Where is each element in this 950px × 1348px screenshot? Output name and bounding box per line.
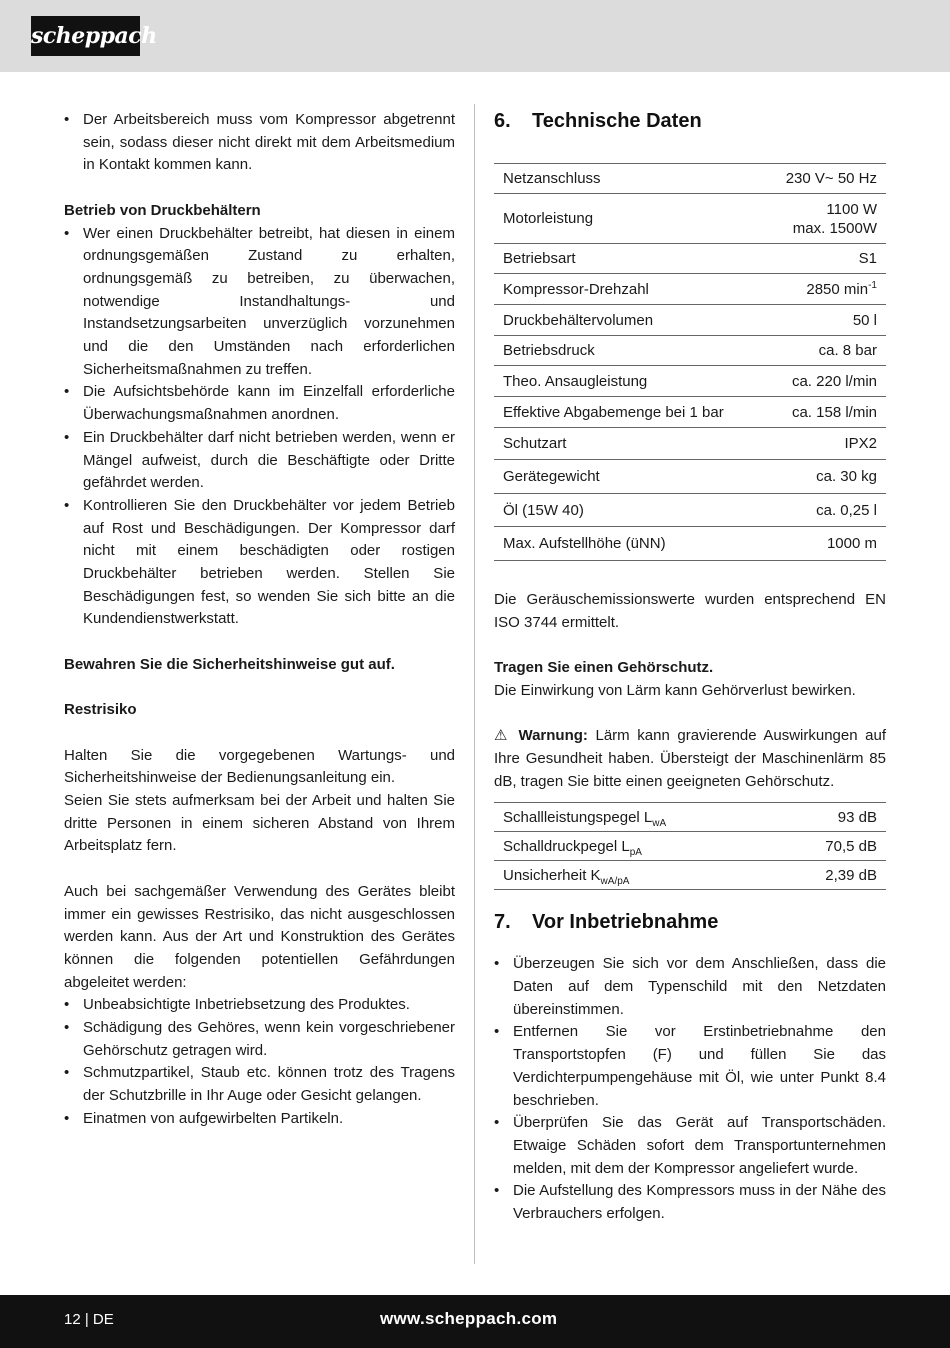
list-item: • Entfernen Sie vor Erstinbetriebnahme den Transportstopfen (F) und füllen Sie das Verdichterpumpengehäuse mit Öl, wie unter Punkt 8.4 beschrieben. xyxy=(494,1021,886,1112)
scheppach-logo: scheppach xyxy=(31,16,140,56)
header-bar xyxy=(0,0,950,72)
section-title-text: Vor Inbetriebnahme xyxy=(532,911,719,934)
table-cell-label: Motorleistung xyxy=(494,194,763,244)
section-number: 7. xyxy=(494,911,511,934)
table-cell-value: ca. 158 l/min xyxy=(763,397,886,428)
table-cell-value: S1 xyxy=(763,244,886,274)
table-cell-label: Theo. Ansaugleistung xyxy=(494,366,763,397)
start-list xyxy=(494,953,886,1225)
column-divider xyxy=(474,104,475,1264)
table-row xyxy=(494,336,886,366)
table-row xyxy=(494,803,886,832)
warning-paragraph xyxy=(494,725,886,793)
technical-data-table xyxy=(494,163,886,561)
section-title-text: Technische Daten xyxy=(532,110,702,132)
label-subscript: wA xyxy=(652,817,667,829)
table-cell-value: 93 dB xyxy=(777,803,886,832)
paragraph: Seien Sie stets aufmerksam bei der Arbeit und halten Sie dritte Personen in einem sicheren Abstand von Ihrem Arbeitsplatz fern. xyxy=(64,792,455,855)
footer-bar xyxy=(0,1295,950,1348)
table-row xyxy=(494,527,886,561)
keep-safety-notice: Bewahren Sie die Sicherheitshinweise gut auf. xyxy=(64,655,395,673)
list-item: • Ein Druckbehälter darf nicht betrieben werden, wenn er Mängel aufweist, durch die Beschäftigte oder Dritte gefährdet werden. xyxy=(64,427,455,495)
table-cell-label: Max. Aufstellhöhe (üNN) xyxy=(494,527,763,561)
intro-list xyxy=(64,109,455,177)
section-number: 6. xyxy=(494,110,511,132)
list-item: • Einatmen von aufgewirbelten Partikeln. xyxy=(64,1108,455,1131)
table-cell-label: Öl (15W 40) xyxy=(494,494,763,527)
value-line: 1100 W xyxy=(826,200,877,218)
warning-label: Warnung: xyxy=(518,727,588,745)
left-column xyxy=(64,109,455,1131)
table-cell-label: Netzanschluss xyxy=(494,164,763,194)
label-text: Schalldruckpegel L xyxy=(503,837,630,855)
footer-url: www.scheppach.com xyxy=(380,1309,558,1328)
paragraph: Auch bei sachgemäßer Verwendung des Gerätes bleibt immer ein gewisses Restrisiko, das nicht ausgeschlossen werden kann. Aus der Art und Konstruktion des Gerätes können die folgenden potentiellen Gefährdungen abgeleitet werden: xyxy=(64,882,455,991)
list-item: • Überprüfen Sie das Gerät auf Transportschäden. Etwaige Schäden sofort dem Transportunternehmen melden, mit dem der Kompressor angeliefert wurde. xyxy=(494,1112,886,1180)
table-cell-value xyxy=(763,274,886,305)
value-superscript: -1 xyxy=(868,279,877,291)
table-cell-value: 230 V~ 50 Hz xyxy=(763,164,886,194)
table-cell-value: ca. 0,25 l xyxy=(763,494,886,527)
table-cell-label: Betriebsart xyxy=(494,244,763,274)
table-cell-value: ca. 220 l/min xyxy=(763,366,886,397)
table-row xyxy=(494,366,886,397)
table-row xyxy=(494,397,886,428)
paragraph: Halten Sie die vorgegebenen Wartungs- und Sicherheitshinweise der Bedienungsanleitung ein. xyxy=(64,746,455,787)
list-item: • Die Aufstellung des Kompressors muss in der Nähe des Verbrauchers erfolgen. xyxy=(494,1180,886,1225)
value-line: max. 1500W xyxy=(792,219,877,237)
list-item: • Der Arbeitsbereich muss vom Kompressor abgetrennt sein, sodass dieser nicht direkt mit dem Arbeitsmedium in Kontakt kommen kann. xyxy=(64,109,455,177)
table-row xyxy=(494,861,886,890)
list-item: • Schmutzpartikel, Staub etc. können trotz des Tragens der Schutzbrille in Ihr Auge oder Gesicht gelangen. xyxy=(64,1062,455,1107)
section-title-technische-daten xyxy=(494,109,886,133)
table-row xyxy=(494,460,886,494)
label-text: Unsicherheit K xyxy=(503,866,601,884)
warning-text: Lärm kann gravierende Auswirkungen auf Ihre Gesundheit haben. Übersteigt der Maschinenlärm 85 dB, tragen Sie bitte einen geeigneten Gehörschutz. xyxy=(494,727,887,790)
table-row xyxy=(494,305,886,336)
table-row xyxy=(494,244,886,274)
table-cell-label: Gerätegewicht xyxy=(494,460,763,494)
hearing-protection-text: Die Einwirkung von Lärm kann Gehörverlust bewirken. xyxy=(494,681,856,699)
list-item: • Schädigung des Gehöres, wenn kein vorgeschriebener Gehörschutz getragen wird. xyxy=(64,1017,455,1062)
table-cell-label xyxy=(494,832,777,861)
druckbehaelter-list xyxy=(64,223,455,632)
table-cell-label: Schutzart xyxy=(494,428,763,460)
list-item: • Überzeugen Sie sich vor dem Anschließen, dass die Daten auf dem Typenschild mit den Netzdaten übereinstimmen. xyxy=(494,953,886,1021)
label-text: Schallleistungspegel L xyxy=(503,808,653,826)
page-number: 12 | DE xyxy=(64,1311,114,1328)
warning-icon: ⚠ xyxy=(494,727,511,745)
table-row xyxy=(494,832,886,861)
noise-emission-text: Die Geräuschemissionswerte wurden entsprechend EN ISO 3744 ermittelt. xyxy=(494,591,886,631)
list-item: • Wer einen Druckbehälter betreibt, hat diesen in einem ordnungsgemäßen Zustand zu erhalten, ordnungsgemäß zu betreiben, zu überwachen, notwendige Instandhaltungs- und Instandsetzungsarbeiten unverzüglich vorzunehmen und die den Umständen nach erforderlichen Sicherheitsmaßnahmen zu treffen. xyxy=(64,223,455,382)
value-text: 2850 min xyxy=(806,280,869,298)
table-cell-value xyxy=(763,194,886,244)
section-heading-druckbehaelter: Betrieb von Druckbehältern xyxy=(64,201,261,219)
list-item: • Unbeabsichtigte Inbetriebsetzung des Produktes. xyxy=(64,994,455,1017)
table-cell-label: Effektive Abgabemenge bei 1 bar xyxy=(494,397,763,428)
table-cell-label xyxy=(494,861,777,890)
table-row xyxy=(494,164,886,194)
list-item: • Kontrollieren Sie den Druckbehälter vor jedem Betrieb auf Rost und Beschädigungen. Der Kompressor darf nicht mit einem beschädigten oder rostigen Druckbehälter betrieben werden. Stellen Sie Beschädigungen fest, so wenden Sie sich bitte an die Kundendienstwerkstatt. xyxy=(64,495,455,631)
table-row xyxy=(494,494,886,527)
table-cell-value: 2,39 dB xyxy=(777,861,886,890)
noise-values-table xyxy=(494,802,886,890)
table-row xyxy=(494,428,886,460)
table-cell-label: Betriebsdruck xyxy=(494,336,763,366)
label-subscript: pA xyxy=(629,846,642,858)
right-column xyxy=(494,109,886,1226)
hearing-protection-heading: Tragen Sie einen Gehörschutz. xyxy=(494,659,714,677)
table-cell-value: 1000 m xyxy=(763,527,886,561)
table-row xyxy=(494,194,886,244)
section-title-vor-inbetriebnahme xyxy=(494,910,886,934)
table-cell-label: Druckbehältervolumen xyxy=(494,305,763,336)
table-cell-label xyxy=(494,803,777,832)
table-cell-value: 70,5 dB xyxy=(777,832,886,861)
table-cell-value: ca. 30 kg xyxy=(763,460,886,494)
label-subscript: wA/pA xyxy=(600,875,630,887)
table-row xyxy=(494,274,886,305)
table-cell-value: IPX2 xyxy=(763,428,886,460)
table-cell-label: Kompressor-Drehzahl xyxy=(494,274,763,305)
table-cell-value: ca. 8 bar xyxy=(763,336,886,366)
restrisiko-list xyxy=(64,994,455,1130)
list-item: • Die Aufsichtsbehörde kann im Einzelfall erforderliche Überwachungsmaßnahmen anordnen. xyxy=(64,381,455,426)
table-cell-value: 50 l xyxy=(763,305,886,336)
section-heading-restrisiko: Restrisiko xyxy=(64,701,137,719)
